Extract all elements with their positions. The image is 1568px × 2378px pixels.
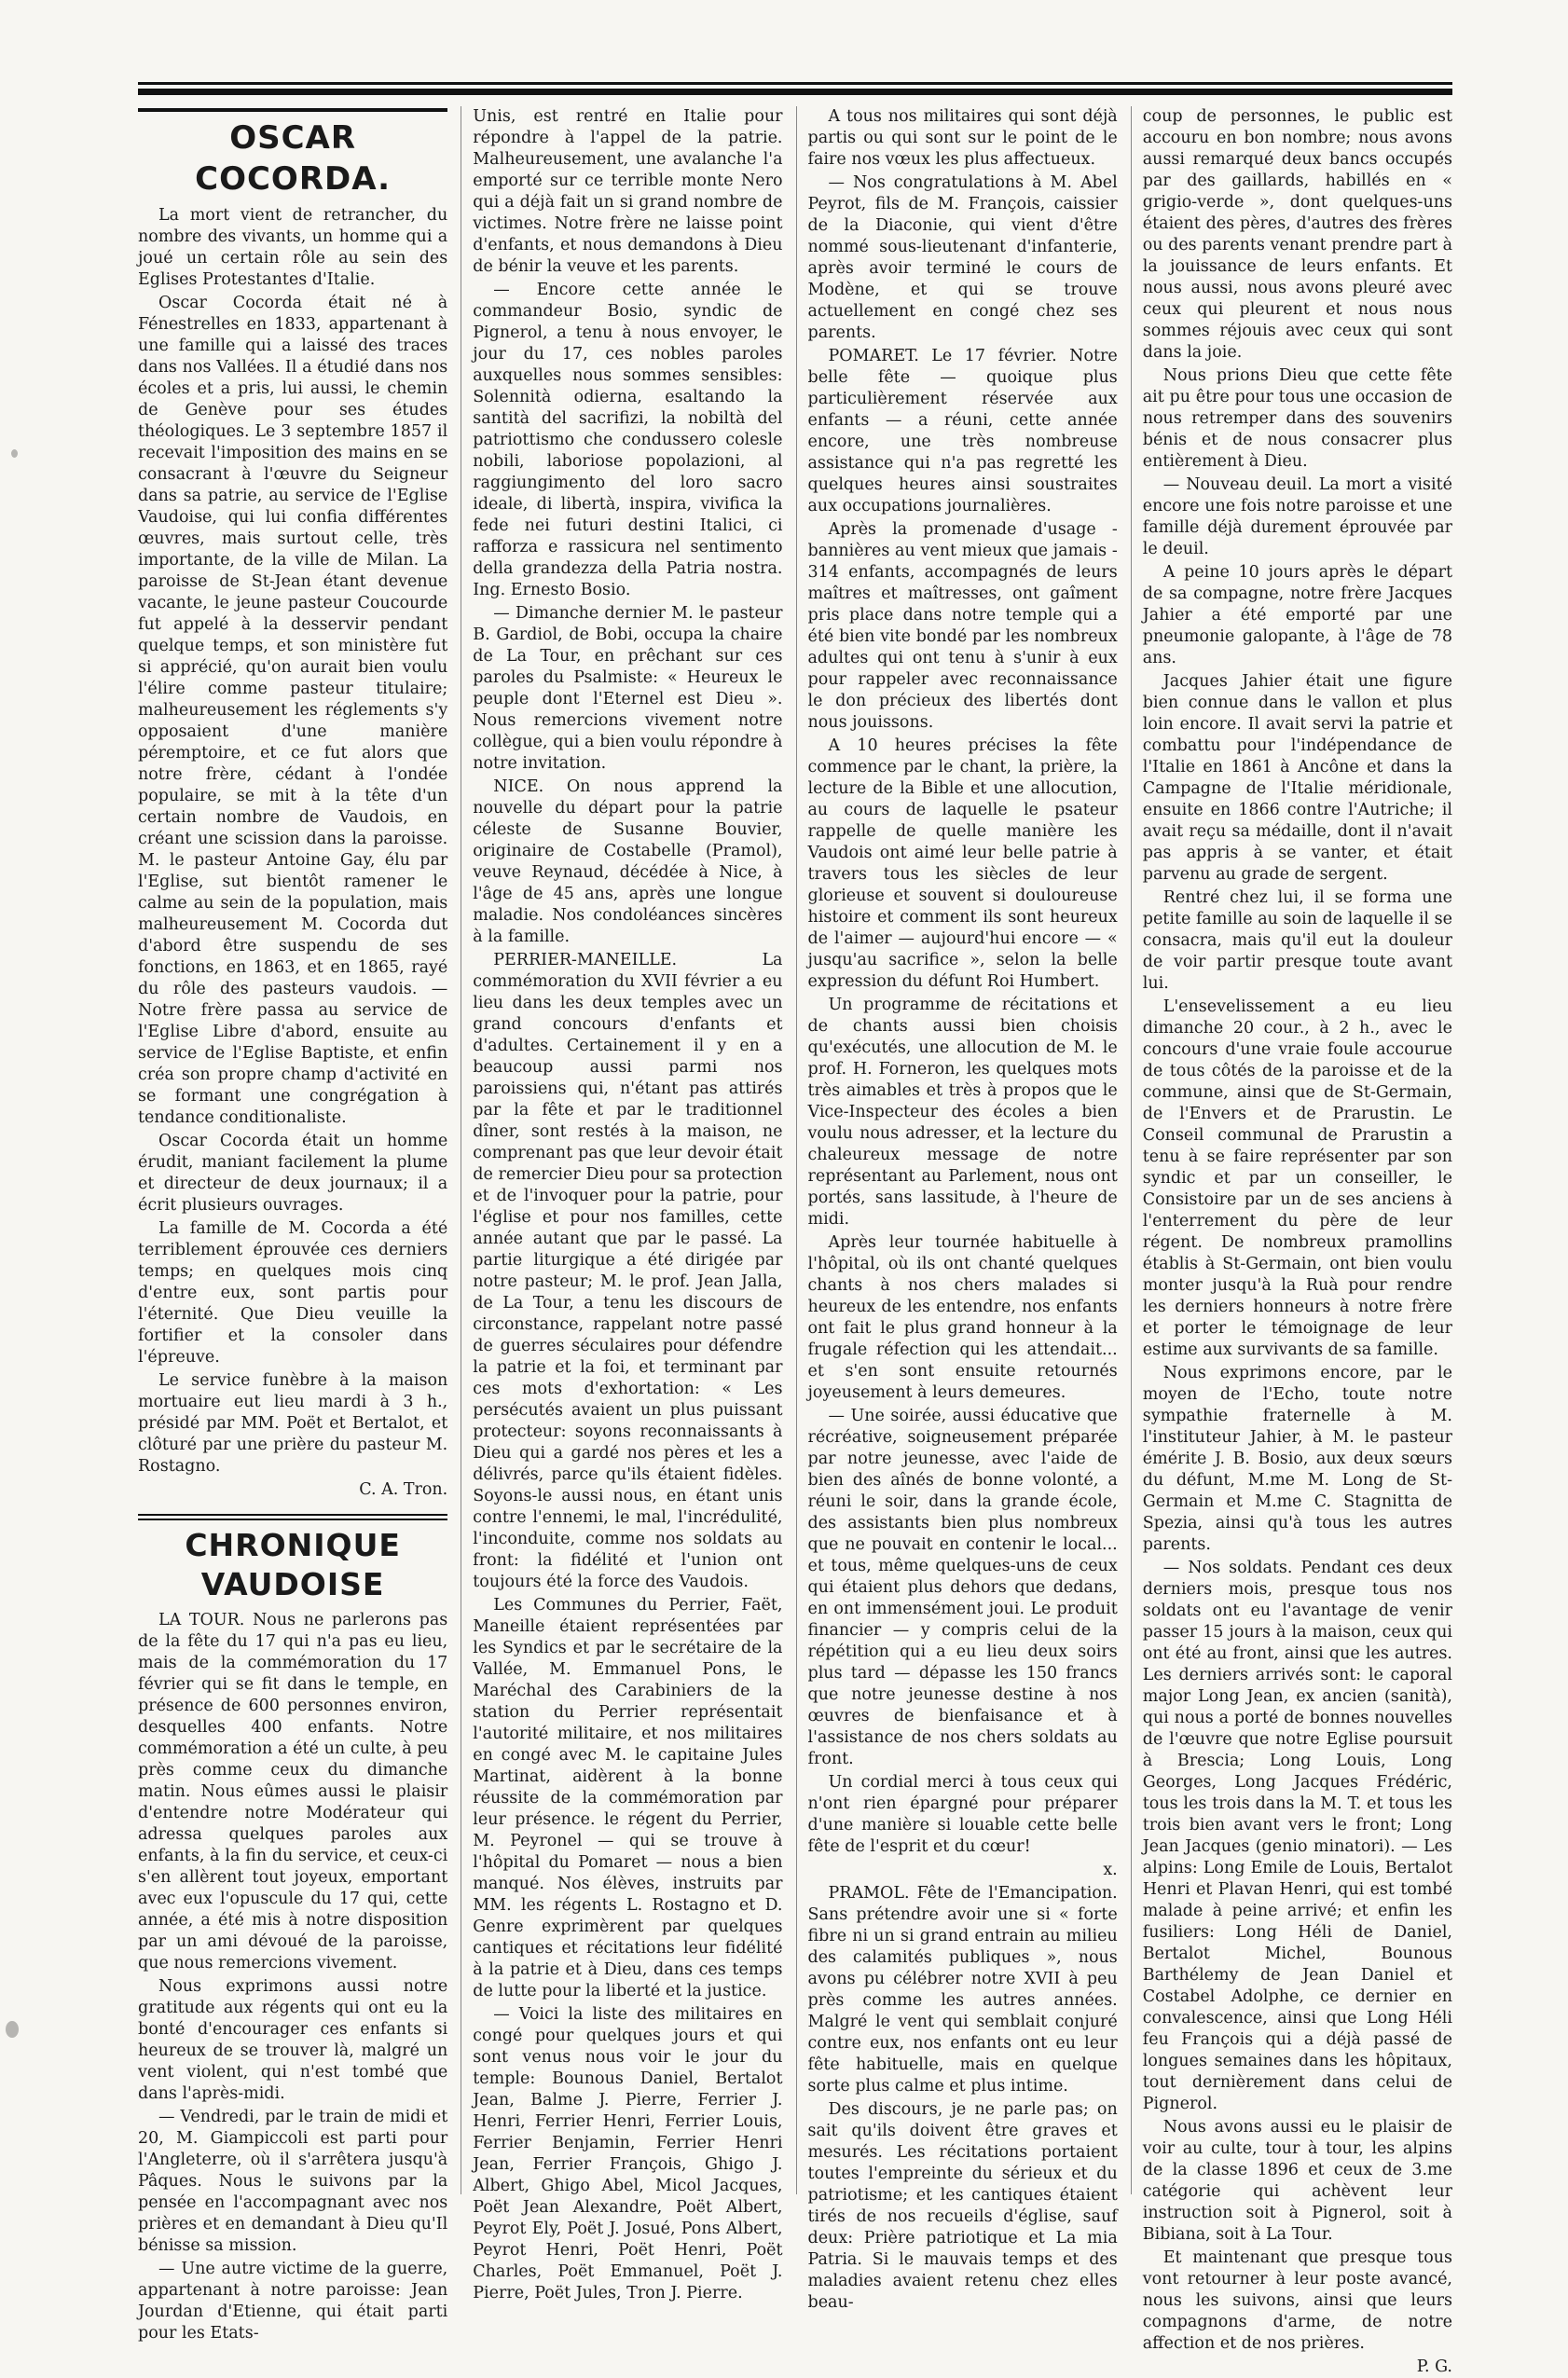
paragraph: — Nos soldats. Pendant ces deux derniers mois, presque tous nos soldats ont eu l'avantage de venir passer 15 jours à la maison, ceux qui ont été au front, ainsi que les autres. Les derniers arrivés sont: le caporal major Long Jean, ex ancien (sanità), qui nous a porté de bonnes nouvelles de l'œuvre que notre Eglise poursuit à Brescia; Long Louis, Long Georges, Long Jacques Frédéric, tous les trois dans la M. T. et tous les trois bien avant vers le front; Long Jean Jacques (genio minatori). — Les alpins: Long Emile de Louis, Bertalot Henri et Plavan Henri, qui est tombé malade à peine arrivé; et enfin les fusiliers: Long Héli de Daniel, Bertalot Michel, Bounous Barthélemy de Jean Daniel et Costabel Adolphe, ce dernier en convalescence, ainsi que Long Héli feu François qui a déjà passé de longues semaines dans les hôpitaux, tout dernièrement dans celui de Pignerol. [1142,1559,1452,2113]
paragraph: — Une autre victime de la guerre, appartenant à notre paroisse: Jean Jourdan d'Etienne, qui était parti pour les Etats- [138,2260,448,2343]
ink-stain [11,449,18,458]
paragraph: A tous nos militaires qui sont déjà partis ou qui sont sur le point de le faire nos vœux les plus affectueux. [807,107,1118,169]
paragraph: — Nouveau deuil. La mort a visité encore une fois notre paroisse et une famille déjà durement éprouvée par le deuil. [1142,475,1452,558]
paragraph: Oscar Cocorda était un homme érudit, maniant facilement la plume et directeur de deux journaux; il a écrit plusieurs ouvrages. [138,1132,448,1215]
column-2 [461,106,783,2302]
paragraph: A peine 10 jours après le départ de sa compagne, notre frère Jacques Jahier a été emporté par une pneumonie galopante, à l'âge de 78 ans. [1142,563,1452,667]
ink-stain [6,2021,19,2038]
paragraph: Nous avons aussi eu le plaisir de voir au culte, tour à tour, les alpins de la classe 1896 et ceux de 3.me catégorie qui achèvent leur instruction soit à Pignerol, soit à Bibiana, soit à La Tour. [1142,2118,1452,2244]
paragraph: Nous exprimons aussi notre gratitude aux régents qui ont eu la bonté d'encourager ces enfants si heureux de se trouver là, malgré un vent violent, qui n'est tombé que dans l'après-midi. [138,1977,448,2103]
paragraph: Unis, est rentré en Italie pour répondre à l'appel de la patrie. Malheureusement, une avalanche l'a emporté sur ce terrible monte Nero qui a déjà fait un si grand nombre de victimes. Notre frère ne laisse point d'enfants, et nous demandons à Dieu de bénir la veuve et les parents. [473,107,783,276]
newspaper-page [138,82,1452,2376]
paragraph: NICE. On nous apprend la nouvelle du départ pour la patrie céleste de Susanne Bouvier, originaire de Costabelle (Pramol), veuve Reynaud, décédée à Nice, à l'âge de 45 ans, après une longue maladie. Nos condoléances sincères à la famille. [473,777,783,946]
paragraph: Nous exprimons encore, par le moyen de l'Echo, toute notre sympathie fraternelle à M. l'instituteur Jahier, à M. le pasteur émérite J. B. Bosio, aux deux sœurs du défunt, M.me M. Long de St-Germain et M.me C. Stagnitta de Spezia, ainsi qu'à tous les autres parents. [1142,1364,1452,1554]
paragraph: Le service funèbre à la maison mortuaire eut lieu mardi à 3 h., présidé par MM. Poët et Bertalot, et clôturé par une prière du pasteur M. Rostagno. [138,1371,448,1476]
paragraph: — Nos congratulations à M. Abel Peyrot, fils de M. François, caissier de la Diaconie, qui vient d'être nommé sous-lieutenant d'infanterie, après avoir terminé le cours de Modène, et qui se trouve actuellement en congé chez ses parents. [807,173,1118,342]
paragraph: A 10 heures précises la fête commence par le chant, la prière, la lecture de la Bible et une allocution, au cours de laquelle le psateur rappelle de quelle manière les Vaudois ont aimé leur belle patrie à travers tous les siècles de leur glorieuse et souvent si douloureuse histoire et comment ils sont heureux de l'aimer — aujourd'hui encore — « jusqu'au sacrifice », selon la belle expression du défunt Roi Humbert. [807,736,1118,991]
paragraph: Rentré chez lui, il se forma une petite famille au soin de laquelle il se consacra, mais qu'il eut la douleur de voir partir presque toute avant lui. [1142,888,1452,993]
top-rule [138,82,1452,95]
paragraph: coup de personnes, le public est accouru en bon nombre; nous avons aussi remarqué deux bancs occupés par des gaillards, habillés en « grigio-verde », dont quelques-uns étaient des pères, d'autres des frères ou des parents venant prendre part à la jouissance de leurs enfants. Et nous aussi, nous avons pleuré avec ceux qui pleurent et nous nous sommes réjouis avec ceux qui sont dans la joie. [1142,107,1452,362]
column-3 [796,106,1118,2312]
paragraph: L'ensevelissement a eu lieu dimanche 20 cour., à 2 h., avec le concours d'une vraie foule accourue de tous côtés de la paroisse et de la commune, ainsi que de St-Germain, de l'Envers et de Prarustin. Le Conseil communal de Prarustin a tenu à se faire représenter par son syndic et par un conseiller, le Consistoire par un de ses anciens à l'enterrement du père de leur régent. De nombreux pramollins établis à St-Germain, ont bien voulu monter jusqu'à la Ruà pour rendre les derniers honneurs à notre frère et porter le témoignage de leur estime aux survivants de sa famille. [1142,997,1452,1359]
paragraph: Un cordial merci à tous ceux qui n'ont rien épargné pour préparer d'une manière si louable cette belle fête de l'esprit et du cœur! [807,1773,1118,1856]
paragraph: PERRIER-MANEILLE. La commémoration du XVII février a eu lieu dans les deux temples avec un grand concours d'enfants et d'adultes. Certainement il y en a beaucoup aussi parmi nos paroissiens qui, n'étant pas attirés par la fête et par le traditionnel dîner, sont restés à la maison, ne comprenant pas que leur devoir était de remercier Dieu pour sa protection et de l'invoquer pour la patrie, pour l'église et pour nos familles, cette année autant que par le passé. La partie liturgique a été dirigée par notre pasteur; M. le prof. Jean Jalla, de La Tour, a tenu les discours de circonstance, rappelant notre passé de guerres séculaires pour défendre la patrie et la foi, et terminant par ces mots d'exhortation: « Les persécutés avaient un plus puissant protecteur: soyons reconnaissants à Dieu qui a gardé nos pères et les a délivrés, parce qu'ils étaient fidèles. Soyons-le aussi nous, en étant unis contre l'ennemi, le mal, l'incrédulité, l'inconduite, comme nos soldats au front: la fidélité et l'union ont toujours été la force des Vaudois. [473,951,783,1591]
paragraph: — Une soirée, aussi éducative que récréative, soigneusement préparée par notre jeunesse, avec l'aide de bien des aînés de bonne volonté, a réuni le soir, dans la grande école, des assistants bien plus nombreux que ne pouvait en contenir le local... et tous, même quelques-uns de ceux qui étaient plus dehors que dedans, en ont immensément joui. Le produit financier — y compris celui de la répétition qui a eu lieu deux soirs plus tard — dépasse les 150 francs que notre jeunesse destine à nos œuvres de bienfaisance et à l'assistance de nos chers soldats au front. [807,1407,1118,1768]
paragraph: POMARET. Le 17 février. Notre belle fête — quoique plus particulièrement réservée aux enfants — a réuni, cette année encore, une très nombreuse assistance qui n'a pas regretté les quelques heures ainsi soustraites aux occupations journalières. [807,347,1118,515]
columns [138,106,1452,2376]
paragraph: Et maintenant que presque tous vont retourner à leur poste avancé, nous les suivons, ainsi que leurs compagnons d'arme, de notre affection et de nos prières. [1142,2248,1452,2353]
paragraph: Après la promenade d'usage - bannières au vent mieux que jamais - 314 enfants, accompagnés de leurs maîtres et maîtresses, ont gaîment pris place dans notre temple qui a été bien vite bondé par les nombreux adultes qui ont tenu à s'unir à eux pour rappeler avec reconnaissance le don précieux des libertés dont nous jouissons. [807,520,1118,732]
chronique-vaudoise-title: CHRONIQUE VAUDOISE [138,1514,447,1604]
paragraph: Jacques Jahier était une figure bien connue dans le vallon et plus loin encore. Il avait servi la patrie et combattu pour l'indépendance de l'Italie en 1861 à Ancône et dans la Campagne de l'Italie méridionale, ensuite en 1866 contre l'Autriche; il avait reçu sa médaille, dont il n'avait pas appris à se vanter, et était parvenu au grade de sergent. [1142,672,1452,884]
column-4 [1131,106,1452,2376]
paragraph: Des discours, je ne parle pas; on sait qu'ils doivent être graves et mesurés. Les récitations portaient toutes l'empreinte du sérieux et du patriotisme; et les cantiques étaient tirés de nos recueils d'église, sauf deux: Prière patriotique et La mia Patria. Si le mauvais temps et des maladies avaient retenu chez elles beau- [807,2100,1118,2312]
oscar-cocorda-title: OSCAR COCORDA. [138,108,447,199]
paragraph: — Dimanche dernier M. le pasteur B. Gardiol, de Bobi, occupa la chaire de La Tour, en prêchant sur ces paroles du Psalmiste: « Heureux le peuple dont l'Eternel est Dieu ». Nous remercions vivement notre collègue, qui a bien voulu répondre à notre invitation. [473,604,783,773]
signature: P. G. [1416,2357,1452,2376]
paragraph: La mort vient de retrancher, du nombre des vivants, un homme qui a joué un certain rôle au sein des Eglises Protestantes d'Italie. [138,206,448,289]
paragraph: Un programme de récitations et de chants aussi bien choisis qu'exécutés, une allocution de M. le prof. H. Forneron, les quelques mots très aimables et très à propos que le Vice-Inspecteur des écoles a bien voulu nous adresser, et la lecture du chaleureux message de notre représentant au Parlement, nous ont portés, sans lassitude, à l'heure de midi. [807,996,1118,1229]
paragraph: — Encore cette année le commandeur Bosio, syndic de Pignerol, a tenu à nous envoyer, le jour du 17, ces nobles paroles auxquelles nous sommes sensibles: Solennità odierna, esaltando la santità del sacrifizi, la nobiltà del patriottismo che condussero colesle nobili, laboriose popolazioni, al raggiungimento del loro sacro ideale, di libertà, inspira, vivifica la fede nei futuri destini Italici, ci rafforza e rassicura nel sentimento della grandezza della Patria nostra. Ing. Ernesto Bosio. [473,281,783,599]
paragraph: Oscar Cocorda était né à Fénestrelles en 1833, appartenant à une famille qui a laissé des traces dans nos Vallées. Il a étudié dans nos écoles et a pris, lui aussi, le chemin de Genève pour ses études théologiques. Le 3 septembre 1857 il recevait l'imposition des mains en se consacrant à l'œuvre du Seigneur dans sa patrie, au service de l'Eglise Vaudoise, qui lui confia différentes œuvres, mais surtout celle, très importante, de la ville de Milan. La paroisse de St-Jean étant devenue vacante, le jeune pasteur Coucourde fut appelé à la desservir pendant quelque temps, et son ministère fut si apprécié, qu'on aurait bien voulu l'élire comme pasteur titulaire; malheureusement les réglements s'y opposaient d'une manière péremptoire, et ce fut alors que notre frère, cédant à l'ondée populaire, se mit à la tête d'un certain nombre de Vaudois, en créant une scission dans la paroisse. M. le pasteur Antoine Gay, élu par l'Eglise, sut bientôt ramener le calme au sein de la population, mais malheureusement M. Cocorda dut d'abord être suspendu de ses fonctions, en 1863, et en 1865, rayé du rôle des pasteurs vaudois. — Notre frère passa au service de l'Eglise Libre d'abord, ensuite au service de l'Eglise Baptiste, et enfin créa son propre champ d'activité en se formant une congrégation à tendance conditionaliste. [138,294,448,1127]
paragraph: LA TOUR. Nous ne parlerons pas de la fête du 17 qui n'a pas eu lieu, mais de la commémoration du 17 février qui se fit dans le temple, en présence de 600 personnes environ, desquelles 400 enfants. Notre commémoration a été un culte, à peu près comme ceux du dimanche matin. Nous eûmes aussi le plaisir d'entendre notre Modérateur qui adressa quelques paroles aux enfants, à la fin du service, et ceux-ci s'en allèrent tout joyeux, emportant avec eux l'opuscule du 17 qui, cette année, a été mis à notre disposition par un ami dévoué de la paroisse, que nous remercions vivement. [138,1611,448,1973]
paragraph: — Vendredi, par le train de midi et 20, M. Giampiccoli est parti pour l'Angleterre, où il s'arrêtera jusqu'à Pâques. Nous le suivons par la pensée en l'accompagnant avec nos prières et en demandant à Dieu qu'Il bénisse sa mission. [138,2108,448,2255]
paragraph: Les Communes du Perrier, Faët, Maneille étaient représentées par les Syndics et par le secrétaire de la Vallée, M. Emmanuel Pons, le Maréchal des Carabiniers de la station du Perrier représentait l'autorité militaire, et nos militaires en congé avec M. le capitaine Jules Martinat, aidèrent à la bonne réussite de la commémoration par leur présence. le régent du Perrier, M. Peyronel — qui se trouve à l'hôpital du Pomaret — nous a bien manqué. Nos élèves, instruits par MM. les régents L. Rostagno et D. Genre exprimèrent par quelques cantiques et récitations leur fidélité à la patrie et à Dieu, dans ces temps de lutte pour la liberté et la justice. [473,1596,783,2000]
paragraph: La famille de M. Cocorda a été terriblement éprouvée ces derniers temps; en quelques mois cinq d'entre eux, sont partis pour l'éternité. Que Dieu veuille la fortifier et la consoler dans l'épreuve. [138,1219,448,1367]
signature: C. A. Tron. [359,1480,448,1499]
column-1 [138,106,448,2343]
paragraph: Après leur tournée habituelle à l'hôpital, où ils ont chanté quelques chants à nos chers malades si heureux de les entendre, nos enfants ont fait le plus grand honneur à la frugale réfection qui les attendait... et s'en sont ensuite retournés joyeusement à leurs demeures. [807,1233,1118,1402]
signature: x. [1103,1861,1118,1879]
paragraph: PRAMOL. Fête de l'Emancipation. Sans prétendre avoir une si « forte fibre ni un si grand entrain au milieu des calamités publiques », nous avons pu célébrer notre XVII à peu près comme les autres années. Malgré le vent qui semblait conjuré contre eux, nos enfants ont eu leur fête habituelle, mais en quelque sorte plus calme et plus intime. [807,1884,1118,2096]
paragraph: Nous prions Dieu que cette fête ait pu être pour tous une occasion de nous retremper dans des souvenirs bénis et de nous consacrer plus entièrement à Dieu. [1142,366,1452,471]
paragraph: — Voici la liste des militaires en congé pour quelques jours et qui sont venus nous voir le jour du temple: Bounous Daniel, Bertalot Jean, Balme J. Pierre, Ferrier J. Henri, Ferrier Henri, Ferrier Louis, Ferrier Benjamin, Ferrier Henri Jean, Ferrier François, Ghigo J. Albert, Ghigo Abel, Micol Jacques, Poët Jean Alexandre, Poët Albert, Peyrot Ely, Poët J. Josué, Pons Albert, Peyrot Henri, Poët Henri, Poët Charles, Poët Emmanuel, Poët J. Pierre, Poët Jules, Tron J. Pierre. [473,2005,783,2302]
